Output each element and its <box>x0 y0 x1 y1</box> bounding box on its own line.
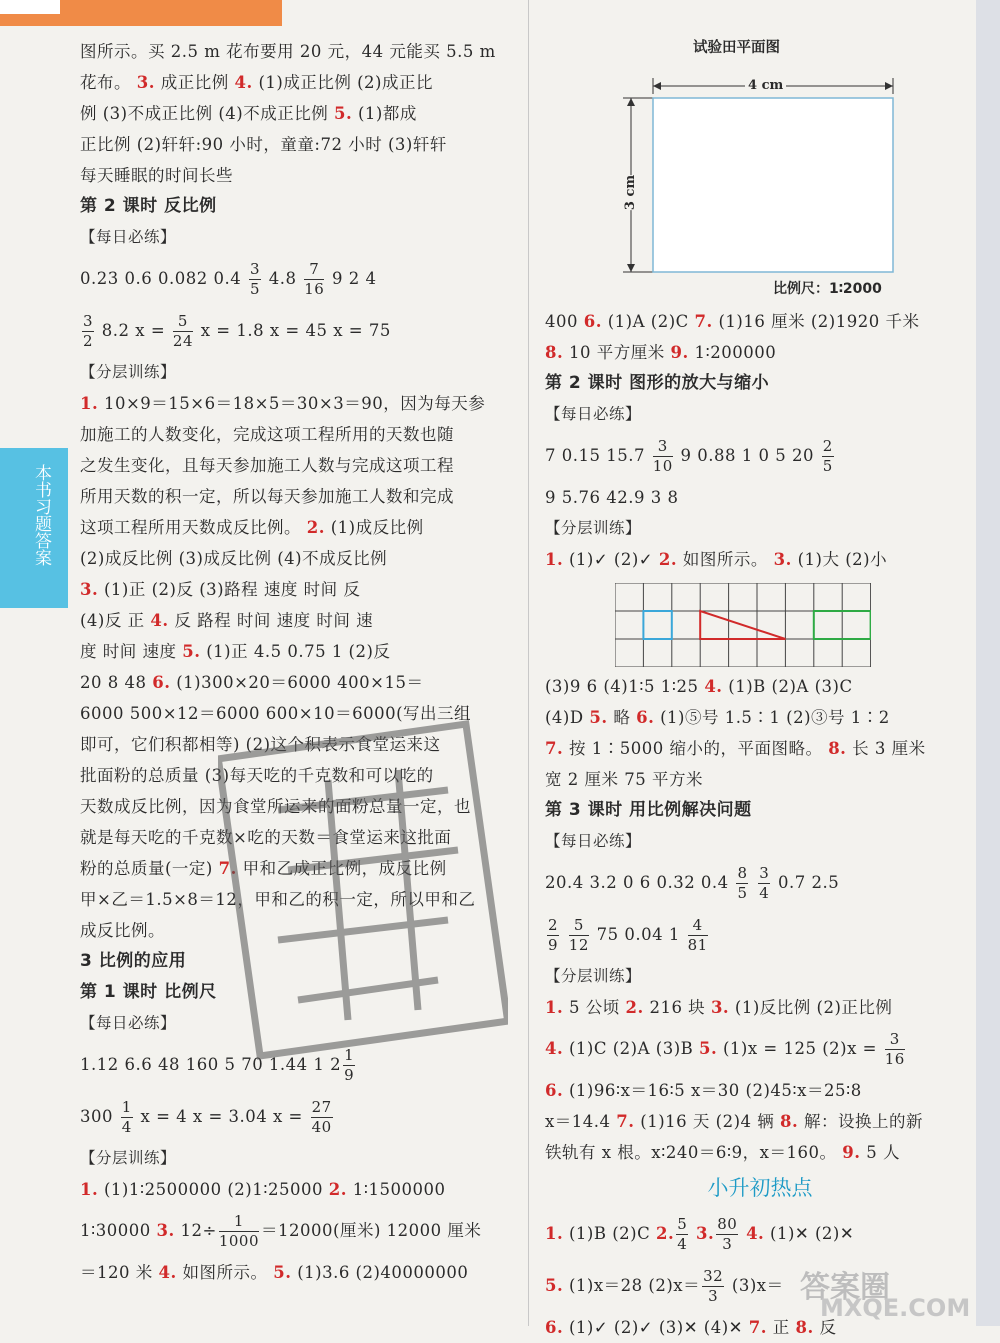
answer-line: 7 0.15 15.7 $\frac{3}{10}$ 9 0.88 1 0 5 20 $\frac{2}{5}$ <box>545 437 833 475</box>
question-number: 3. <box>136 73 155 92</box>
question-number: 7. <box>218 859 237 878</box>
question-number: 4. <box>150 611 169 630</box>
question-number: 2. <box>658 550 678 569</box>
text-line: 铁轨有 x 根。x∶240＝6∶9，x＝160。 9. 5 人 <box>545 1143 900 1162</box>
field-plan-figure <box>545 30 975 306</box>
hot-topics-banner: 小升初热点 <box>707 1176 813 1200</box>
chapter-heading: 3 比例的应用 <box>80 951 187 971</box>
square-grid <box>615 583 871 667</box>
section-heading: 第 2 课时 图形的放大与缩小 <box>545 373 770 393</box>
text-line: 1. (1)B (2)C 2. $\frac{5}{4}$ 3. $\frac{80}{3}$ 4. (1)✕ (2)✕ <box>545 1215 855 1253</box>
text-line: x＝14.4 7. (1)16 天 (2)4 辆 8. 解：设换上的新 <box>545 1112 923 1131</box>
header-cutout <box>0 0 60 14</box>
text-line: 所用天数的积一定，所以每天参加施工人数和完成 <box>80 487 454 506</box>
fraction: $\frac{3}{16}$ <box>884 1030 905 1068</box>
question-number: 5. <box>273 1263 292 1282</box>
question-number: 3. <box>696 1224 715 1243</box>
subsection-label: 【分层训练】 <box>545 519 642 537</box>
text-line: 1. 10×9＝15×6＝18×5＝30×3＝90，因为每天参 <box>80 394 486 413</box>
field-rectangle <box>605 70 905 280</box>
question-number: 8. <box>780 1112 799 1131</box>
text-line: 每天睡眠的时间长些 <box>80 166 233 185</box>
question-number: 8. <box>828 739 847 758</box>
question-number: 3. <box>773 550 792 569</box>
text-line: 例 (3)不成正比例 (4)不成正比例 5. (1)都成 <box>80 104 417 123</box>
fraction: $\frac{3}{5}$ <box>249 260 260 298</box>
text-line: 6000 500×12＝6000 600×10＝6000(写出三组 <box>80 704 472 723</box>
question-number: 2. <box>306 518 325 537</box>
subsection-label: 【每日必练】 <box>80 228 177 246</box>
question-number: 6. <box>545 1081 564 1100</box>
section-heading: 第 1 课时 比例尺 <box>80 982 217 1002</box>
text-line: 甲×乙＝1.5×8＝12，甲和乙的积一定，所以甲和乙 <box>80 890 476 909</box>
text-line: 成反比例。 <box>80 921 165 940</box>
text-line: 8. 10 平方厘米 9. 1∶200000 <box>545 343 777 362</box>
fraction: $\frac{27}{40}$ <box>311 1098 332 1136</box>
text-line: (2)成反比例 (3)成反比例 (4)不成反比例 <box>80 549 388 568</box>
stamp-seal <box>218 720 508 1060</box>
text-line: 正比例 (2)轩轩:90 小时，童童:72 小时 (3)轩轩 <box>80 135 447 154</box>
question-number: 9. <box>670 343 689 362</box>
fraction: $\frac{1}{4}$ <box>121 1098 132 1136</box>
question-number: 4. <box>704 677 723 696</box>
question-number: 6. <box>545 1318 564 1337</box>
fraction: $\frac{2}{5}$ <box>822 437 833 475</box>
left-column <box>80 36 520 1288</box>
height-label: 3 cm <box>623 174 639 211</box>
answer-line: $\frac{3}{2}$ 8.2 x = $\frac{5}{24}$ x = 1.8 x = 45 x = 75 <box>83 312 391 350</box>
text-line: (4)反 正 4. 反 路程 时间 速度 时间 速 <box>80 611 374 630</box>
answer-line: 1.12 6.6 48 160 5 70 1.44 1 2 $\frac{1}{9}$ <box>80 1046 355 1084</box>
text-line: 7. 按 1∶5000 缩小的，平面图略。 8. 长 3 厘米 <box>545 739 926 758</box>
question-number: 7. <box>545 739 564 758</box>
text-line: 花布。 3. 成正比例 4. (1)成正比例 (2)成正比 <box>80 73 433 92</box>
question-number: 6. <box>152 673 171 692</box>
fraction: $\frac{3}{2}$ <box>83 312 94 350</box>
question-number: 6. <box>583 312 602 331</box>
fraction: $\frac{1}{1000}$ <box>218 1212 260 1250</box>
text-line: 6. (1)✓ (2)✓ (3)✕ (4)✕ 7. 正 8. 反 <box>545 1318 837 1337</box>
question-number: 7. <box>616 1112 635 1131</box>
question-number: 9. <box>842 1143 861 1162</box>
fraction: $\frac{32}{3}$ <box>703 1267 724 1305</box>
fraction: $\frac{1}{9}$ <box>344 1046 355 1084</box>
watermark-logo: 答案圈 <box>800 1270 890 1305</box>
question-number: 1. <box>80 394 99 413</box>
fraction: $\frac{5}{12}$ <box>568 916 589 954</box>
right-column <box>545 30 975 1343</box>
question-number: 5. <box>333 104 353 123</box>
question-number: 3. <box>710 998 730 1017</box>
fraction: $\frac{7}{16}$ <box>304 260 325 298</box>
text-line: 5. (1)x＝28 (2)x＝ $\frac{32}{3}$ (3)x＝ <box>545 1267 784 1305</box>
grid-figure <box>545 575 975 671</box>
question-number: 7. <box>748 1318 767 1337</box>
text-line: 批面粉的总质量 (3)每天吃的千克数和可以吃的 <box>80 766 434 785</box>
question-number: 3. <box>80 580 99 599</box>
subsection-label: 【分层训练】 <box>80 1149 177 1167</box>
text-line: 粉的总质量(一定) 7. 甲和乙成正比例，成反比例 <box>80 859 447 878</box>
fraction: $\frac{5}{4}$ <box>677 1215 688 1253</box>
scale-label: 比例尺：1∶2000 <box>773 281 882 297</box>
watermark-url: MXQE.COM <box>820 1294 971 1322</box>
question-number: 8. <box>545 343 564 362</box>
figure-title: 试验田平面图 <box>693 40 780 56</box>
question-number: 5. <box>182 642 201 661</box>
fraction: $\frac{2}{9}$ <box>548 916 559 954</box>
question-number: 1. <box>545 1224 564 1243</box>
column-divider <box>528 0 529 1326</box>
question-number: 5. <box>545 1276 564 1295</box>
fraction: $\frac{8}{5}$ <box>737 864 748 902</box>
text-line: 加施工的人数变化，完成这项工程所用的天数也随 <box>80 425 454 444</box>
text-line: 宽 2 厘米 75 平方米 <box>545 770 703 789</box>
subsection-label: 【分层训练】 <box>545 967 642 985</box>
answer-line: 20.4 3.2 0 6 0.32 0.4 $\frac{8}{5}$ $\frac{3}{4}$ 0.7 2.5 <box>545 864 840 902</box>
section-heading: 第 2 课时 反比例 <box>80 196 217 216</box>
fraction: $\frac{80}{3}$ <box>717 1215 738 1253</box>
text-line: 1∶30000 3. 12÷ $\frac{1}{1000}$ ＝12000(厘米) 12000 厘米 <box>80 1212 482 1250</box>
width-label: 4 cm <box>745 78 786 93</box>
text-line: 这项工程所用天数成反比例。 2. (1)成反比例 <box>80 518 424 537</box>
page-edge-shadow <box>976 0 1000 1326</box>
side-tab <box>0 448 68 608</box>
answer-line: 9 5.76 42.9 3 8 <box>545 488 679 507</box>
text-line: 就是每天吃的千克数×吃的天数＝食堂运来这批面 <box>80 828 452 847</box>
fraction: $\frac{5}{24}$ <box>172 312 193 350</box>
question-number: 2. <box>625 998 644 1017</box>
subsection-label: 【分层训练】 <box>80 363 177 381</box>
question-number: 5. <box>699 1039 718 1058</box>
question-number: 3. <box>156 1221 175 1240</box>
text-line: 之发生变化，且每天参加施工人数与完成这项工程 <box>80 456 454 475</box>
text-line: 图所示。买 2.5 m 花布要用 20 元，44 元能买 5.5 m <box>80 42 496 61</box>
question-number: 6. <box>636 708 655 727</box>
fraction: $\frac{3}{10}$ <box>652 437 673 475</box>
text-line: 天数成反比例，因为食堂所运来的面粉总量一定，也 <box>80 797 471 816</box>
question-number: 4. <box>746 1224 765 1243</box>
question-number: 4. <box>545 1039 564 1058</box>
question-number: 7. <box>694 312 713 331</box>
answer-line: 300 $\frac{1}{4}$ x = 4 x = 3.04 x = $\frac{27}{40}$ <box>80 1098 332 1136</box>
question-number: 1. <box>80 1180 99 1199</box>
text-line: ＝120 米 4. 如图所示。 5. (1)3.6 (2)40000000 <box>80 1263 469 1282</box>
section-heading: 第 3 课时 用比例解决问题 <box>545 800 752 820</box>
question-number: 1. <box>545 998 564 1017</box>
text-line: 20 8 48 6. (1)300×20＝6000 400×15＝ <box>80 673 424 692</box>
text-line: 1. 5 公顷 2. 216 块 3. (1)反比例 (2)正比例 <box>545 998 893 1017</box>
text-line: 4. (1)C (2)A (3)B 5. (1)x = 125 (2)x = $\frac{3}{16}$ <box>545 1030 905 1068</box>
question-number: 1. <box>545 550 564 569</box>
text-line: 1. (1)✓ (2)✓ 2. 如图所示。 3. (1)大 (2)小 <box>545 550 888 569</box>
subsection-label: 【每日必练】 <box>80 1014 177 1032</box>
text-line: (4)D 5. 略 6. (1)⑤号 1.5∶1 (2)③号 1∶2 <box>545 708 890 727</box>
question-number: 5. <box>589 708 608 727</box>
subsection-label: 【每日必练】 <box>545 832 642 850</box>
text-line: (3)9 6 (4)1∶5 1∶25 4. (1)B (2)A (3)C <box>545 677 853 696</box>
question-number: 4. <box>158 1263 177 1282</box>
answer-line: 0.23 0.6 0.082 0.4 $\frac{3}{5}$ 4.8 $\frac{7}{16}$ 9 2 4 <box>80 260 377 298</box>
side-tab-label: 本书习题答案 <box>31 464 51 566</box>
answer-line: $\frac{2}{9}$ $\frac{5}{12}$ 75 0.04 1 $\frac{4}{81}$ <box>548 916 708 954</box>
fraction: $\frac{4}{81}$ <box>687 916 708 954</box>
text-line: 1. (1)1∶2500000 (2)1∶25000 2. 1∶1500000 <box>80 1180 446 1199</box>
question-number: 4. <box>234 73 253 92</box>
fraction: $\frac{3}{4}$ <box>759 864 770 902</box>
question-number: 2. <box>655 1224 675 1243</box>
text-line: 400 6. (1)A (2)C 7. (1)16 厘米 (2)1920 千米 <box>545 312 920 331</box>
subsection-label: 【每日必练】 <box>545 405 642 423</box>
question-number: 8. <box>795 1318 814 1337</box>
question-number: 2. <box>328 1180 348 1199</box>
text-line: 度 时间 速度 5. (1)正 4.5 0.75 1 (2)反 <box>80 642 391 661</box>
text-line: 3. (1)正 (2)反 (3)路程 速度 时间 反 <box>80 580 361 599</box>
text-line: 6. (1)96∶x＝16∶5 x＝30 (2)45∶x＝25∶8 <box>545 1081 862 1100</box>
text-line: 即可，它们积都相等) (2)这个积表示食堂运来这 <box>80 735 441 754</box>
